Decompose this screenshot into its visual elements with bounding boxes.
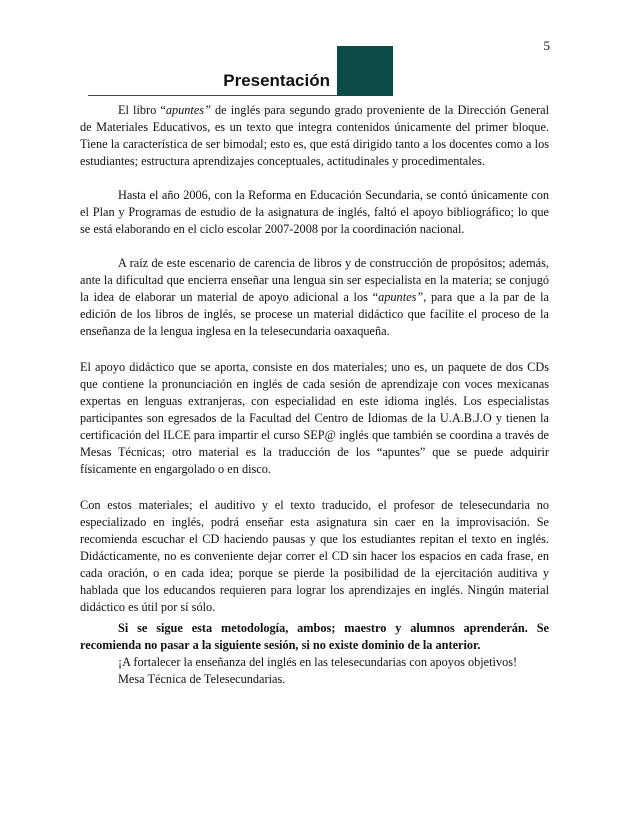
paragraph-materials: El apoyo didáctico que se aporta, consiste en dos materiales; uno es, un paquete de dos CDs que contiene la pronunciación en inglés de cada sesión de aprendizaje con voces mexicanas expertas en lenguas extranjeras, con especialidad en este idioma inglés. Los especialistas participantes son egresados de la Facultad del Centro de Idiomas de la U.A.B.J.O y tienen la certificación del ILCE para impartir el curso SEP@ inglés que también se coordina a través de Mesas Técnicas; otro material es la traducción de los “apuntes” que se puede adquirir físicamente en engargolado o en disco. <box>80 360 549 476</box>
body-text <box>80 102 549 688</box>
paragraph-intro <box>80 102 549 170</box>
paragraph-reform: Hasta el año 2006, con la Reforma en Educación Secundaria, se contó únicamente con el Plan y Programas de estudio de la asignatura de inglés, faltó el apoyo bibliográfico; lo que se está elaborando en el ciclo escolar 2007-2008 por la coordinación nacional. <box>80 188 549 236</box>
closing-exhortation: ¡A fortalecer la enseñanza del inglés en las telesecundarias con apoyos objetivos! <box>118 655 518 669</box>
paragraph-intro-start: El libro “ <box>118 103 166 117</box>
header-color-block <box>337 46 393 96</box>
page-title: Presentación <box>223 71 330 90</box>
apuntes-italic: apuntes” <box>165 103 211 117</box>
paragraph-usage: Con estos materiales; el auditivo y el texto traducido, el profesor de telesecundaria no especializado en inglés, podrá enseñar esta asignatura sin caer en la improvisación. Se recomienda escuchar el CD haciendo pausas y que los estudiantes repitan el texto en inglés. Didácticamente, no es conveniente dejar correr el CD sin hacer los espacios en cada frase, en cada oración, o en cada idea; porque se pierde la posibilidad de la ejercitación auditiva y hablada que los educandos requieren para lograr los aprendizajes en inglés. Ningún material didáctico es útil por sí sólo. <box>80 498 549 614</box>
paragraph-methodology: Si se sigue esta metodología, ambos; maestro y alumnos aprenderán. Se recomienda no pasar a la siguiente sesión, si no existe dominio de la anterior. <box>80 621 549 652</box>
page-number: 5 <box>543 38 550 53</box>
paragraph-scenario-rest: , para que a la par de la edición de los libros de inglés, se procese un material didáctico que facilite el proceso de la enseñanza de la lengua inglesa en la telesecundaria oaxaqueña. <box>80 290 549 338</box>
paragraph-scenario <box>80 255 549 340</box>
paragraph-intro-rest: de inglés para segundo grado proveniente de la Dirección General de Materiales Educativos, es un texto que integra contenidos únicamente del primer bloque. Tiene la característica de ser bimodal; esto es, que está dirigido tanto a los docentes como a los estudiantes; estructura aprendizajes conceptuales, actitudinales y procedimentales. <box>80 103 549 168</box>
title-underline <box>88 95 337 96</box>
apuntes-italic: apuntes” <box>378 290 424 304</box>
closing-signature: Mesa Técnica de Telesecundarias. <box>118 672 286 686</box>
paragraph-scenario-start: A raíz de este escenario de carencia de libros y de construcción de propósitos; además, ante la dificultad que encierra enseñar una lengua sin ser especialista en la materia; se conjugó la idea de elaborar un material de apoyo adicional a los “ <box>80 256 549 304</box>
